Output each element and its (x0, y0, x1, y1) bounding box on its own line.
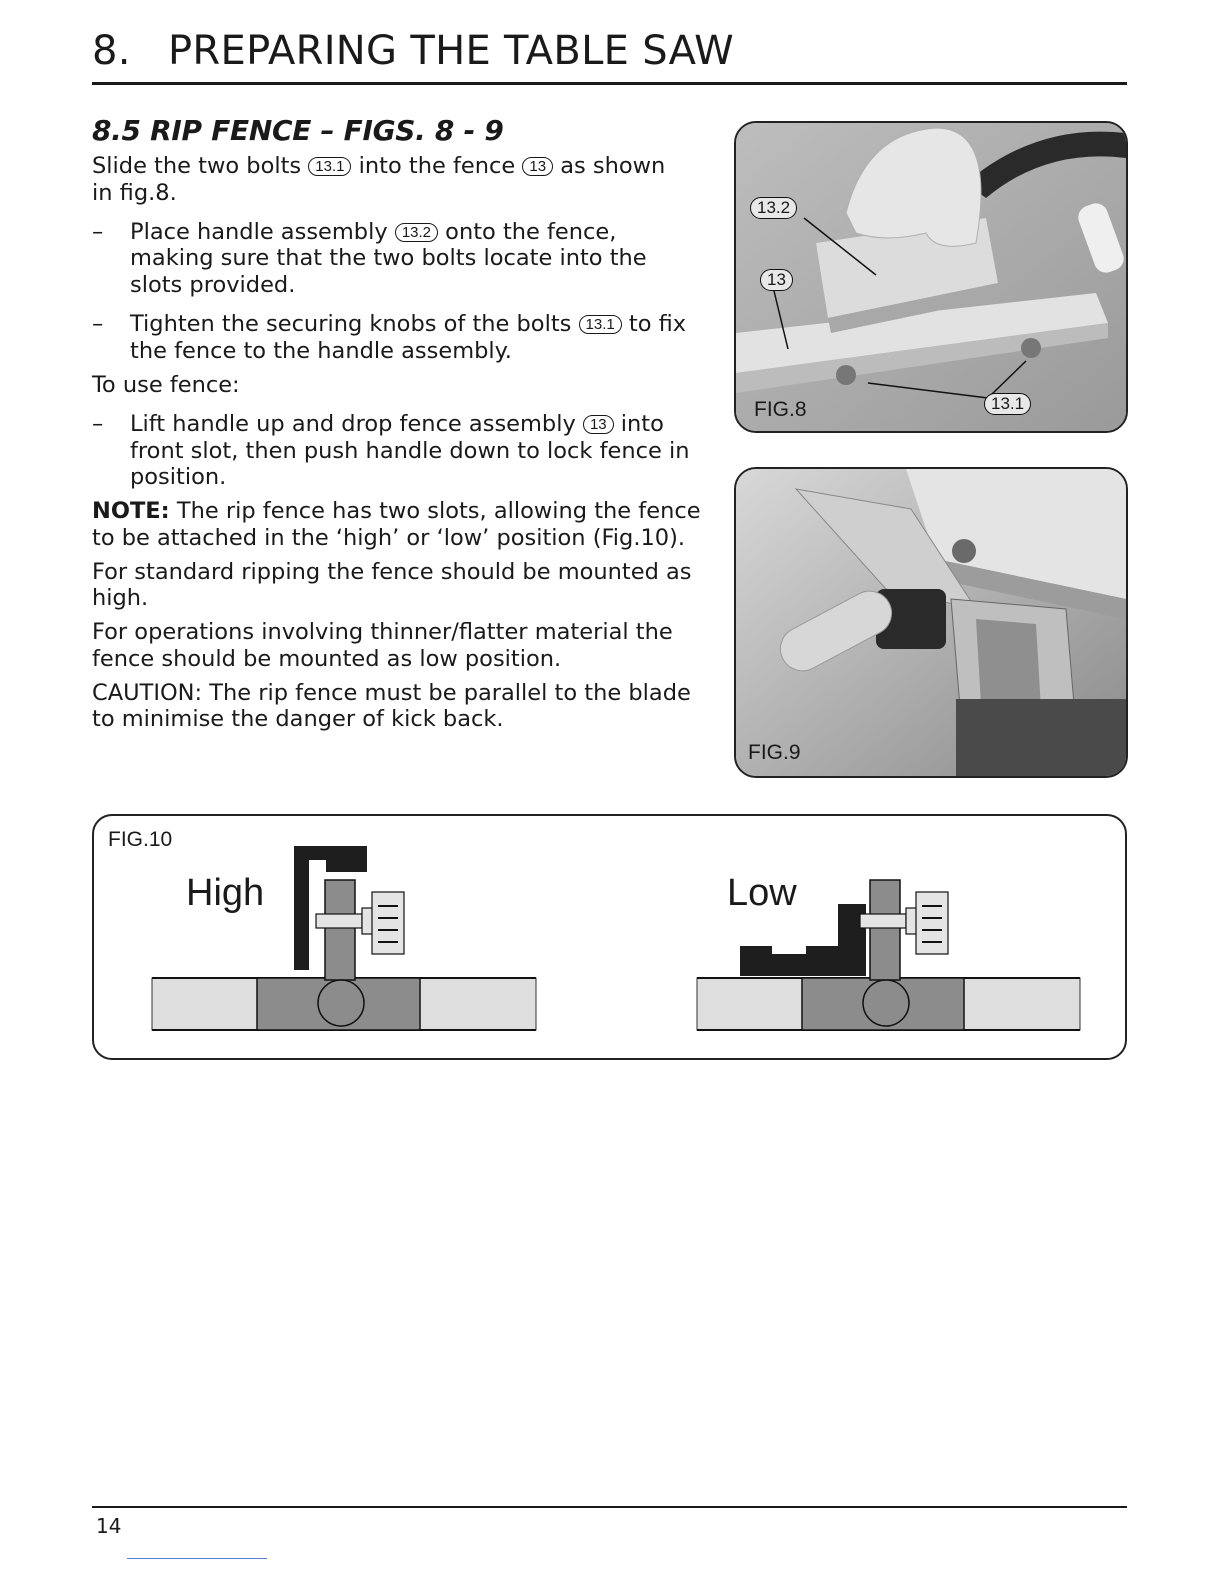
bullet-3 (92, 411, 664, 438)
intro-line-2: in fig.8. (92, 180, 177, 206)
fig10-box (92, 814, 1127, 1060)
thin-line-2: fence should be mounted as low position. (92, 646, 562, 672)
bullet-3-line-3: position. (130, 464, 227, 490)
note-label: NOTE: (92, 498, 170, 524)
ref-13-1: 13.1 (579, 315, 622, 334)
bullet-2-text-a: Tighten the securing knobs of the bolts (130, 311, 572, 337)
bullet-1 (92, 219, 616, 246)
fig8-label: FIG.8 (754, 398, 807, 421)
fig10-high-label: High (186, 872, 265, 914)
standard-line-2: high. (92, 585, 149, 611)
caution-line-2: to minimise the danger of kick back. (92, 706, 504, 732)
fig8-callout-13-2: 13.2 (750, 197, 797, 219)
chapter-title-text: PREPARING THE TABLE SAW (168, 28, 735, 74)
fig8-callout-13-1: 13.1 (984, 393, 1031, 415)
fig8-callout-13: 13 (760, 269, 793, 291)
fig9-photo (734, 467, 1128, 778)
fig8-illustration (736, 123, 1126, 431)
bullet-3-text-a: Lift handle up and drop fence assembly (130, 411, 576, 437)
fig9-label: FIG.9 (748, 741, 801, 764)
intro-line-1 (92, 153, 665, 180)
ref-13: 13 (522, 157, 553, 176)
ref-13-1: 13.1 (308, 157, 351, 176)
standard-line-1: For standard ripping the fence should be mounted as (92, 559, 692, 585)
bullet-2-text-b: to fix (628, 311, 687, 337)
intro-text-b: into the fence (358, 153, 516, 179)
bullet-1-line-2: making sure that the two bolts locate into the (130, 245, 647, 271)
bullet-1-text-a: Place handle assembly (130, 219, 388, 245)
use-fence-heading: To use fence: (92, 372, 240, 398)
bullet-2 (92, 311, 686, 338)
caution-line-1: CAUTION: The rip fence must be parallel to the blade (92, 680, 691, 706)
bullet-dash: – (92, 219, 104, 245)
chapter-number: 8. (92, 28, 131, 74)
low-configuration (697, 880, 1080, 1030)
section-heading: 8.5 RIP FENCE – FIGS. 8 - 9 (92, 114, 504, 147)
fig10-label: FIG.10 (108, 828, 173, 851)
note-text: The rip fence has two slots, allowing the fence (176, 498, 701, 524)
fig10-low-label: Low (727, 872, 797, 914)
bullet-1-text-b: onto the fence, (445, 219, 617, 245)
chapter-title (92, 28, 734, 74)
title-rule (92, 82, 1127, 85)
fig10-diagram (94, 816, 1125, 1058)
fig8-photo (734, 121, 1128, 433)
bullet-dash: – (92, 311, 104, 337)
ref-13-2: 13.2 (395, 223, 438, 242)
fig9-illustration (736, 469, 1126, 776)
footer-rule (92, 1506, 1127, 1508)
bottom-link-underline (127, 1558, 267, 1559)
note-line-1 (92, 498, 701, 525)
bullet-3-text-b: into (620, 411, 664, 437)
bullet-dash: – (92, 411, 104, 437)
intro-text-c: as shown (560, 153, 666, 179)
bullet-2-line-2: the fence to the handle assembly. (130, 338, 512, 364)
ref-13: 13 (583, 415, 614, 434)
bullet-1-line-3: slots provided. (130, 272, 296, 298)
high-configuration (152, 846, 536, 1030)
thin-line-1: For operations involving thinner/flatter material the (92, 619, 673, 645)
note-line-2: to be attached in the ‘high’ or ‘low’ position (Fig.10). (92, 525, 686, 551)
page-number: 14 (96, 1514, 122, 1538)
bullet-3-line-2: front slot, then push handle down to lock fence in (130, 438, 690, 464)
intro-text-a: Slide the two bolts (92, 153, 302, 179)
